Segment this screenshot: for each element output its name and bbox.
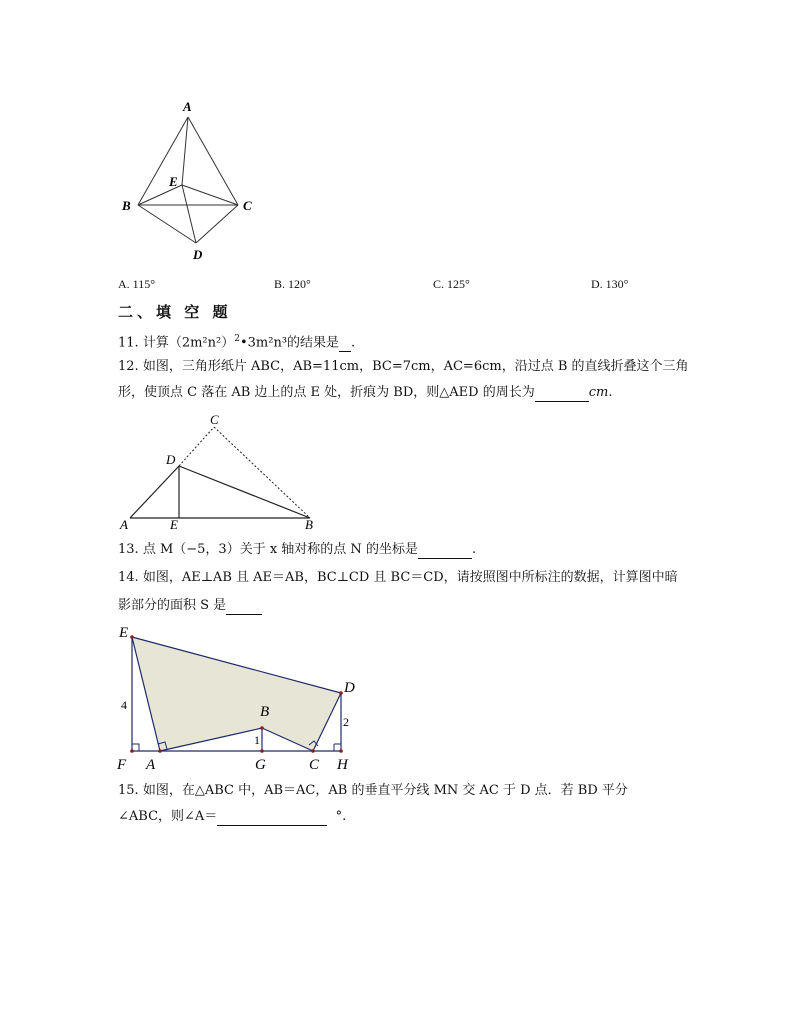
figure-1 — [110, 95, 270, 265]
label-A: A — [146, 757, 156, 773]
choice-d: D. 130° — [591, 277, 629, 291]
vertex-C — [311, 749, 315, 753]
vertex-F — [130, 749, 134, 753]
label-F: F — [117, 757, 127, 773]
length-DH: 2 — [343, 715, 349, 729]
answer-blank-15 — [217, 811, 327, 826]
figure-2 — [115, 410, 325, 535]
label-D: D — [166, 452, 176, 467]
label-G: G — [255, 757, 266, 773]
segment-DC-dashed — [179, 427, 214, 466]
label-B: B — [122, 198, 131, 213]
choice-a: A. 115° — [118, 277, 156, 291]
vertex-H — [339, 749, 343, 753]
edge-AC — [188, 117, 238, 205]
edge-ED — [182, 185, 196, 243]
choice-c: C. 125° — [433, 277, 470, 291]
question-12-line1: 12. 如图，三角形纸片 ABC，AB=11cm，BC=7cm，AC=6cm，沿过点 B 的直线折叠这个三角 — [118, 359, 689, 374]
label-E: E — [170, 517, 178, 532]
label-E: E — [119, 625, 129, 641]
label-B: B — [260, 704, 270, 720]
label-C: C — [243, 198, 252, 213]
vertex-E — [130, 635, 134, 639]
vertex-A — [158, 749, 162, 753]
vertex-D — [339, 691, 343, 695]
label-H: H — [337, 757, 348, 773]
answer-blank-11 — [339, 337, 351, 352]
label-A: A — [183, 99, 192, 114]
answer-blank-14 — [226, 600, 262, 615]
question-15-line1: 15. 如图，在△ABC 中，AB＝AC，AB 的垂直平分线 MN 交 AC 于 D 点．若 BD 平分 — [118, 783, 628, 798]
choice-b: B. 120° — [274, 277, 311, 291]
segment-AD — [130, 466, 179, 518]
figure-3 — [112, 620, 357, 780]
segment-DB — [179, 466, 310, 518]
edge-AE — [182, 117, 188, 185]
edge-AB — [138, 117, 188, 205]
edge-CD — [196, 205, 238, 243]
label-A: A — [120, 517, 128, 532]
question-11: 11. 计算$(2m^2n^2)^2•3m^2n^3$的结果是 . — [118, 334, 356, 351]
edge-EC — [182, 185, 238, 205]
vertex-G — [260, 749, 264, 753]
label-D: D — [344, 680, 355, 696]
question-12-line2: 形，使顶点 C 落在 AB 边上的点 E 处，折痕为 BD，则△AED 的周长为 cm. — [118, 385, 613, 400]
question-13: 13. 点 M（−5，3）关于 x 轴对称的点 N 的坐标是 . — [118, 542, 477, 557]
answer-blank-13 — [418, 544, 472, 559]
section-title: 二、填 空 题 — [118, 303, 232, 321]
answer-blank-12 — [535, 387, 589, 402]
segment-CB-dashed — [214, 427, 310, 518]
label-E: E — [169, 174, 178, 189]
length-EF: 4 — [121, 698, 127, 712]
label-B: B — [305, 517, 313, 532]
label-C: C — [210, 412, 219, 427]
vertex-B — [260, 726, 264, 730]
question-15-line2: ∠ABC，则∠A＝ °. — [118, 809, 347, 824]
length-BG: 1 — [254, 733, 260, 747]
question-14-line1: 14. 如图，AE⊥AB 且 AE＝AB，BC⊥CD 且 BC＝CD，请按照图中所标注的数据，计算图中暗 — [118, 570, 678, 585]
label-C: C — [309, 757, 320, 773]
edge-BD — [138, 205, 196, 243]
label-D: D — [193, 247, 203, 262]
question-14-line2: 影部分的面积 S 是 — [118, 597, 262, 615]
